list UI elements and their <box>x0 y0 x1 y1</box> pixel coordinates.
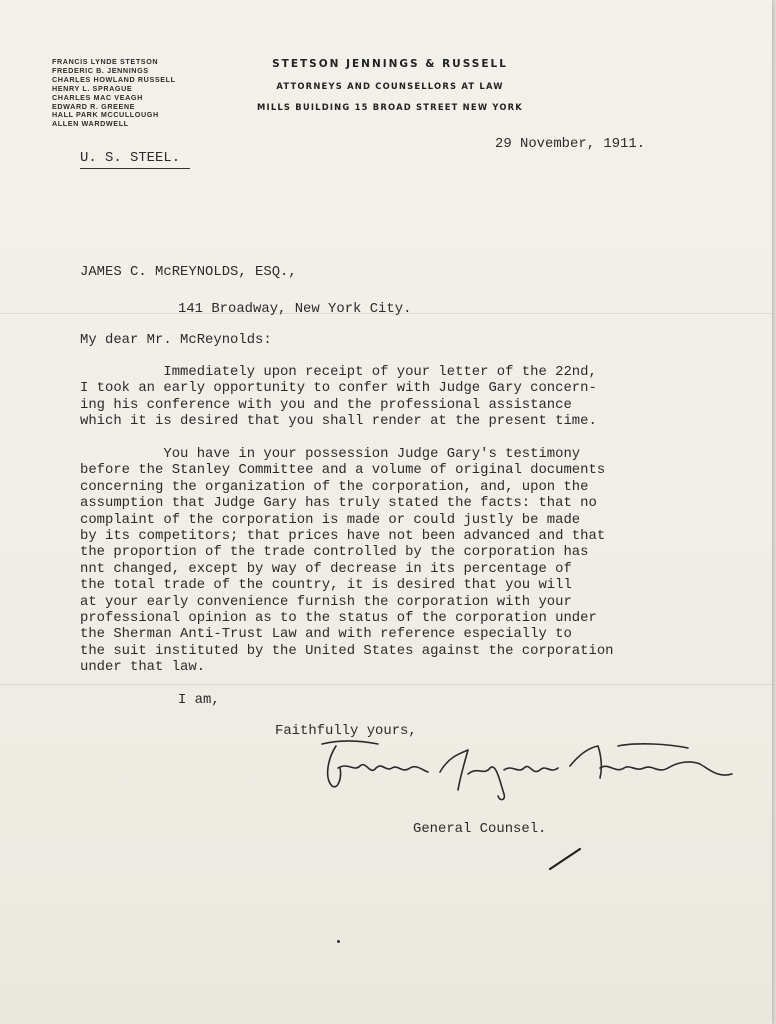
salutation: My dear Mr. McReynolds: <box>80 332 272 348</box>
partner-name: EDWARD R. GREENE <box>52 101 136 111</box>
firm-address: MILLS BUILDING 15 BROAD STREET NEW YORK <box>257 102 523 112</box>
firm-subtitle: ATTORNEYS AND COUNSELLORS AT LAW <box>276 81 504 91</box>
addressee-address: 141 Broadway, New York City. <box>178 301 412 317</box>
closing: Faithfully yours, <box>275 723 417 739</box>
partner-name: ALLEN WARDWELL <box>52 119 129 129</box>
subject-underline <box>80 168 190 169</box>
addressee: JAMES C. McREYNOLDS, ESQ., <box>80 264 297 280</box>
paper-speck <box>337 940 340 943</box>
partner-name: CHARLES HOWLAND RUSSELL <box>52 74 176 84</box>
partner-name: FRANCIS LYNDE STETSON <box>52 57 159 66</box>
body-paragraph-2: You have in your possession Judge Gary's testimony before the Stanley Committee and a volume of original documents concerning the organization of the corporation, and, upon the assumption that Judge Gary has truly stated the facts: that no complaint of the corporation is made or could justly be made by its competitors; that prices have not been advanced and that the proportion of the trade controlled by the corporation has nnt changed, except by way of decrease in its percentage of the total trade of the country, it is desired that you will at your early convenience furnish the corporation with your professional opinion as to the status of the corporation under the Sherman Anti-Trust Law and with reference especially to the suit instituted by the United States against the corporation under that law. <box>80 446 614 676</box>
partners-list <box>52 58 176 129</box>
partner-name: CHARLES MAC VEAGH <box>52 92 143 102</box>
pen-mark <box>546 845 586 875</box>
i-am-line: I am, <box>178 692 220 708</box>
handwritten-signature <box>318 738 748 808</box>
letter-date: 29 November, 1911. <box>495 136 646 152</box>
body-paragraph-1: Immediately upon receipt of your letter of the 22nd, I took an early opportunity to confer with Judge Gary concern- ing his conference with you and the professional assistance which it is desired that you shall render at the present time. <box>80 364 597 430</box>
partner-name: HALL PARK MCCULLOUGH <box>52 110 159 120</box>
partner-name: HENRY L. SPRAGUE <box>52 83 133 93</box>
fold-line <box>0 684 772 685</box>
firm-name: STETSON JENNINGS & RUSSELL <box>272 58 508 70</box>
signer-title: General Counsel. <box>413 821 547 837</box>
subject-line: U. S. STEEL. <box>80 150 181 166</box>
partner-name: FREDERIC B. JENNINGS <box>52 65 149 75</box>
